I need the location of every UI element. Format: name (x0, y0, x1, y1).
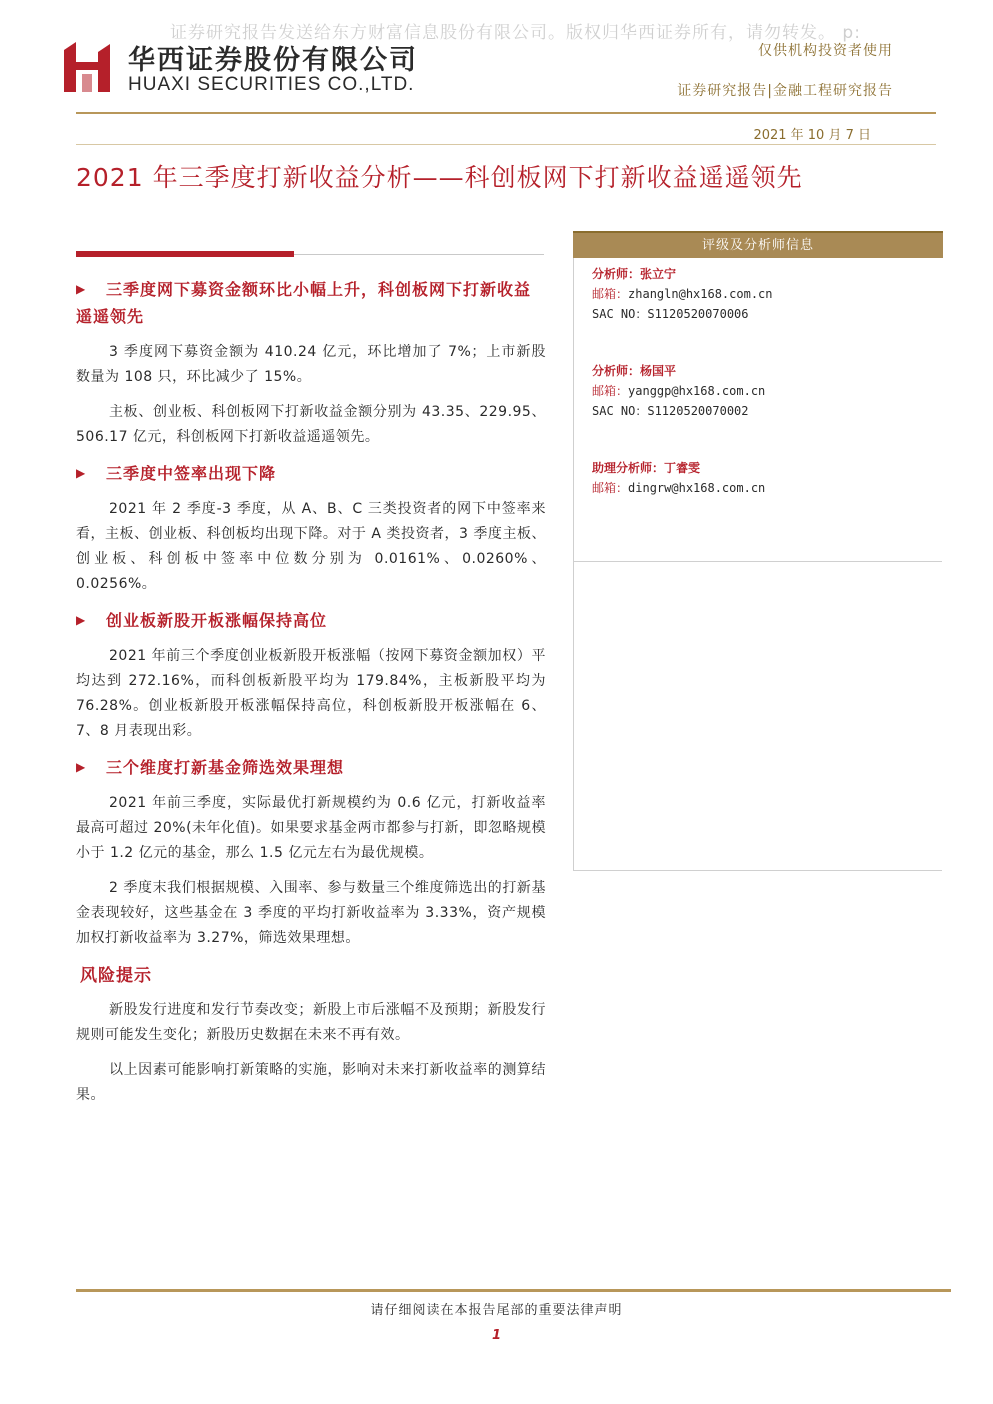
summary-divider (294, 254, 544, 255)
section-heading: ▶ 三个维度打新基金筛选效果理想 (76, 754, 546, 781)
page-number: 1 (491, 1328, 502, 1343)
paragraph: 2021 年 2 季度-3 季度，从 A、B、C 三类投资者的网下中签率来看，主板、创业板、科创板均出现下降。对于 A 类投资者，3 季度主板、创业板、科创板中签率中位数分别为 0.0161%、0.0260%、0.0256%。 (76, 501, 546, 592)
analyst-card (592, 458, 765, 498)
footer-divider (76, 1289, 951, 1292)
watermark: 证券研究报告发送给东方财富信息股份有限公司。版权归华西证券所有，请勿转发。 p: (170, 23, 861, 43)
analyst-email[interactable]: zhangln@hx168.com.cn (628, 287, 773, 301)
sac-number: S1120520070002 (647, 404, 749, 418)
summary-accent-bar (76, 251, 294, 257)
huaxi-logo-icon (62, 40, 112, 92)
sidebar-divider (574, 870, 942, 871)
audience-note: 仅供机构投资者使用 (758, 43, 893, 59)
report-date: 2021 年 10 月 7 日 (753, 128, 871, 143)
date-divider (76, 144, 936, 145)
section-heading: ▶ 三季度中签率出现下降 (76, 460, 546, 487)
report-title: 2021 年三季度打新收益分析——科创板网下打新收益遥遥领先 (76, 163, 803, 192)
section-heading: ▶ 创业板新股开板涨幅保持高位 (76, 607, 546, 634)
email-label: 邮箱： (592, 384, 629, 398)
analyst-name: 助理分析师：丁睿雯 (592, 461, 701, 475)
section-heading: ▶ 三季度网下募资金额环比小幅上升，科创板网下打新收益遥遥领先 (76, 276, 546, 330)
triangle-bullet-icon: ▶ (76, 760, 87, 774)
risk-paragraph: 以上因素可能影响打新策略的实施，影响对未来打新收益率的测算结果。 (76, 1062, 546, 1103)
paragraph: 2 季度末我们根据规模、入围率、参与数量三个维度筛选出的打新基金表现较好，这些基金在 3 季度的平均打新收益率为 3.33%，资产规模加权打新收益率为 3.27%，筛选效果理想。 (76, 880, 546, 946)
legal-notice: 请仔细阅读在本报告尾部的重要法律声明 (370, 1303, 623, 1318)
analyst-email[interactable]: yanggp@hx168.com.cn (628, 384, 766, 398)
company-name-en: HUAXI SECURITIES CO.,LTD. (128, 74, 415, 95)
analyst-card (592, 264, 773, 324)
risk-paragraph: 新股发行进度和发行节奏改变；新股上市后涨幅不及预期；新股发行规则可能发生变化；新股历史数据在未来不再有效。 (76, 1002, 546, 1043)
analyst-email[interactable]: dingrw@hx168.com.cn (628, 481, 766, 495)
sac-label: SAC NO： (592, 307, 648, 321)
paragraph: 3 季度网下募资金额为 410.24 亿元，环比增加了 7%；上市新股数量为 108 只，环比减少了 15%。 (76, 344, 546, 385)
analyst-name: 分析师：张立宁 (592, 267, 677, 281)
sac-label: SAC NO： (592, 404, 648, 418)
report-type: 证券研究报告|金融工程研究报告 (677, 83, 893, 99)
summary-column (76, 276, 546, 1118)
sac-number: S1120520070006 (647, 307, 749, 321)
analyst-name: 分析师：杨国平 (592, 364, 677, 378)
sidebar-divider (574, 561, 942, 562)
triangle-bullet-icon: ▶ (76, 282, 87, 296)
company-name-cn: 华西证券股份有限公司 (128, 45, 418, 76)
triangle-bullet-icon: ▶ (76, 613, 87, 627)
risk-heading: 风险提示 (80, 966, 152, 986)
sidebar-heading: 评级及分析师信息 (573, 231, 943, 258)
paragraph: 主板、创业板、科创板网下打新收益金额分别为 43.35、229.95、506.17 亿元，科创板网下打新收益遥遥领先。 (76, 404, 546, 445)
header-divider (76, 112, 936, 114)
analyst-sidebar (573, 231, 943, 871)
analyst-card (592, 361, 765, 421)
email-label: 邮箱： (592, 287, 629, 301)
triangle-bullet-icon: ▶ (76, 466, 87, 480)
email-label: 邮箱： (592, 481, 629, 495)
sidebar-box (573, 258, 942, 871)
paragraph: 2021 年前三个季度创业板新股开板涨幅（按网下募资金额加权）平均达到 272.16%，而科创板新股平均为 179.84%，主板新股平均为 76.28%。创业板新股开板涨幅保持高位，科创板新股开板涨幅在 6、7、8 月表现出彩。 (76, 648, 546, 739)
paragraph: 2021 年前三季度，实际最优打新规模约为 0.6 亿元，打新收益率最高可超过 20%(未年化值)。如果要求基金两市都参与打新，即忽略规模小于 1.2 亿元的基金，那么 1.5 亿元左右为最优规模。 (76, 795, 546, 861)
